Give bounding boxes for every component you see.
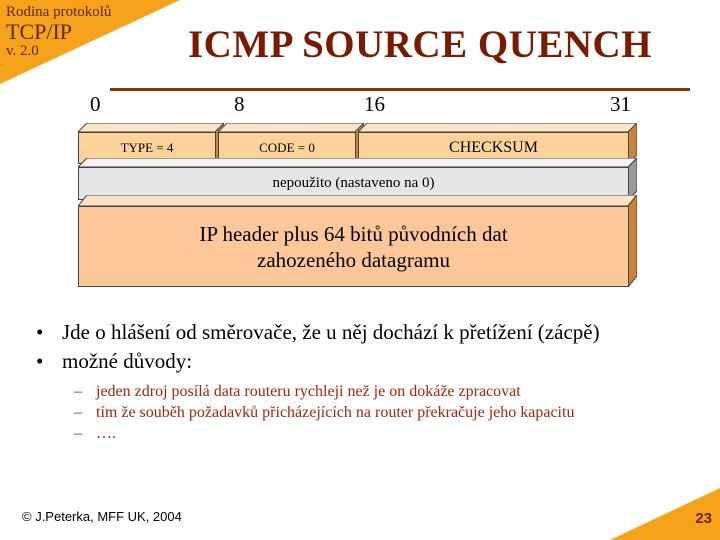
bullet-text: Jde o hlášení od směrovače, že u něj dochází k přetížení (zácpě) (62, 320, 600, 344)
field-data-line-2: zahozeného datagramu (257, 247, 450, 272)
sub-bullet-item (74, 381, 634, 402)
sub-bullet-text: tím že souběh požadavků přicházejících na router překračuje jeho kapacitu (96, 404, 575, 421)
field-checksum-label: CHECKSUM (358, 132, 629, 164)
field-unused-label: nepoužito (nastaveno na 0) (78, 167, 629, 200)
bullet-dot-icon: • (36, 320, 44, 344)
bit-label-16: 16 (364, 92, 385, 116)
field-data-line-1: IP header plus 64 bitů původních dat (199, 221, 508, 246)
sub-bullet-item (74, 423, 634, 444)
series-name: Rodina protokolů (6, 4, 112, 20)
bullet-item (36, 318, 600, 347)
bullet-item (36, 347, 600, 376)
bullet-dot-icon: • (36, 349, 44, 373)
bullet-list (36, 318, 600, 376)
slide-title: ICMP SOURCE QUENCH (188, 23, 653, 66)
series-version: v. 2.0 (6, 43, 39, 59)
sub-bullet-item (74, 402, 634, 423)
page-number: 23 (695, 510, 712, 527)
field-type-label: TYPE = 4 (78, 132, 216, 164)
field-code-label: CODE = 0 (218, 132, 356, 164)
dash-icon: – (74, 383, 82, 400)
dash-icon: – (74, 425, 82, 442)
title-underline (110, 88, 690, 91)
field-data (78, 195, 637, 287)
bit-label-8: 8 (234, 92, 245, 116)
sub-bullet-list (74, 381, 634, 444)
bit-label-31: 31 (610, 92, 631, 116)
series-title: TCP/IP (6, 19, 73, 44)
field-unused (78, 158, 637, 200)
footer-copyright: © J.Peterka, MFF UK, 2004 (22, 509, 182, 524)
dash-icon: – (74, 404, 82, 421)
sub-bullet-text: jeden zdroj posílá data routeru rychleji než je on dokáže zpracovat (96, 383, 521, 400)
field-data-text (78, 206, 629, 287)
sub-bullet-text: …. (96, 425, 116, 442)
bullet-text: možné důvody: (62, 349, 193, 373)
bit-label-0: 0 (90, 92, 101, 116)
